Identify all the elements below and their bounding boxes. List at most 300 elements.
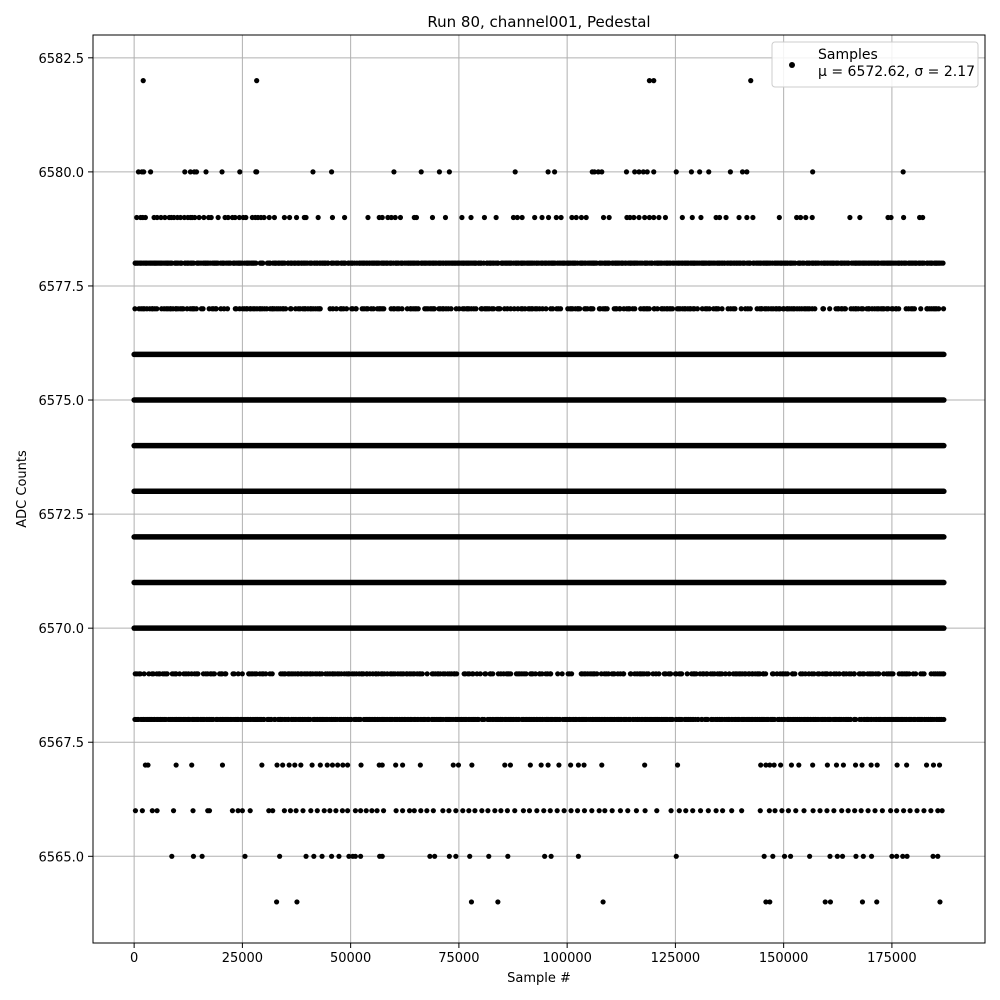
data-point	[843, 306, 848, 311]
legend	[772, 42, 978, 87]
data-point	[453, 808, 458, 813]
data-point	[283, 306, 288, 311]
data-point	[793, 808, 798, 813]
data-point	[194, 169, 199, 174]
data-point	[543, 306, 548, 311]
data-point	[888, 808, 893, 813]
data-point	[880, 808, 885, 813]
data-point	[219, 169, 224, 174]
x-tick-label: 75000	[438, 951, 480, 966]
data-point	[907, 808, 912, 813]
data-point	[597, 808, 602, 813]
data-point	[602, 808, 607, 813]
data-point	[861, 854, 866, 859]
data-point	[632, 306, 637, 311]
data-point	[569, 671, 574, 676]
data-point	[689, 169, 694, 174]
data-point	[600, 899, 605, 904]
data-point	[810, 215, 815, 220]
data-point	[869, 762, 874, 767]
data-point	[270, 671, 275, 676]
data-point	[546, 215, 551, 220]
data-point	[414, 215, 419, 220]
data-point	[698, 808, 703, 813]
x-tick-label: 150000	[758, 951, 809, 966]
data-point	[807, 854, 812, 859]
data-point	[521, 808, 526, 813]
data-point	[817, 808, 822, 813]
data-point	[668, 808, 673, 813]
data-point	[560, 671, 565, 676]
x-axis-label: Sample #	[507, 971, 571, 986]
data-point	[941, 671, 946, 676]
data-point	[485, 808, 490, 813]
data-point	[736, 215, 741, 220]
data-point	[748, 306, 753, 311]
data-point	[154, 808, 159, 813]
data-point	[642, 215, 647, 220]
data-point	[801, 808, 806, 813]
data-point	[248, 808, 253, 813]
data-point	[931, 762, 936, 767]
data-point	[839, 808, 844, 813]
data-point	[840, 854, 845, 859]
data-point	[293, 808, 298, 813]
data-point	[340, 762, 345, 767]
data-point	[469, 899, 474, 904]
y-tick-label: 6572.5	[38, 508, 84, 524]
data-point	[582, 808, 587, 813]
data-point	[651, 78, 656, 83]
data-point	[651, 169, 656, 174]
data-point	[921, 671, 926, 676]
data-point	[472, 808, 477, 813]
data-point	[380, 762, 385, 767]
data-point	[259, 762, 264, 767]
data-point	[624, 169, 629, 174]
data-point	[412, 808, 417, 813]
data-point	[490, 671, 495, 676]
data-point	[182, 169, 187, 174]
data-point	[430, 215, 435, 220]
data-point	[642, 808, 647, 813]
data-point	[542, 854, 547, 859]
data-point	[758, 762, 763, 767]
data-point	[937, 899, 942, 904]
data-point	[706, 808, 711, 813]
data-point	[407, 808, 412, 813]
data-point	[872, 808, 877, 813]
chart-title: Run 80, channel001, Pedestal	[427, 13, 651, 31]
data-point	[393, 215, 398, 220]
data-point	[890, 671, 895, 676]
y-tick-label: 6575.0	[38, 394, 84, 410]
data-point	[336, 854, 341, 859]
data-point	[552, 169, 557, 174]
data-point	[865, 808, 870, 813]
data-point	[758, 808, 763, 813]
data-point	[930, 854, 935, 859]
data-point	[859, 808, 864, 813]
data-point	[729, 808, 734, 813]
y-tick-label: 6565.0	[38, 850, 84, 866]
data-point	[770, 854, 775, 859]
data-point	[767, 808, 772, 813]
data-point	[446, 808, 451, 813]
data-point	[920, 215, 925, 220]
data-point	[492, 808, 497, 813]
data-point	[508, 671, 513, 676]
data-point	[150, 808, 155, 813]
data-point	[216, 215, 221, 220]
data-point	[318, 762, 323, 767]
data-point	[260, 261, 265, 266]
data-point	[675, 762, 680, 767]
data-point	[191, 854, 196, 859]
data-point	[744, 169, 749, 174]
data-point	[876, 671, 881, 676]
data-point	[315, 808, 320, 813]
data-point	[174, 762, 179, 767]
y-tick-label: 6582.5	[38, 51, 84, 67]
data-point	[469, 762, 474, 767]
data-point	[786, 808, 791, 813]
data-point	[141, 78, 146, 83]
data-point	[141, 169, 146, 174]
data-point	[523, 671, 528, 676]
data-point	[466, 808, 471, 813]
data-point	[431, 808, 436, 813]
data-point	[416, 306, 421, 311]
data-point	[852, 671, 857, 676]
data-point	[605, 306, 610, 311]
data-point	[345, 762, 350, 767]
data-point	[918, 306, 923, 311]
data-point	[394, 808, 399, 813]
data-point	[527, 808, 532, 813]
data-point	[381, 808, 386, 813]
data-point	[762, 854, 767, 859]
data-point	[792, 671, 797, 676]
data-point	[901, 215, 906, 220]
data-point	[634, 808, 639, 813]
data-point	[810, 169, 815, 174]
data-point	[381, 306, 386, 311]
data-point	[374, 808, 379, 813]
data-point	[607, 215, 612, 220]
data-point	[345, 808, 350, 813]
data-point	[399, 306, 404, 311]
data-point	[821, 306, 826, 311]
data-point	[277, 854, 282, 859]
data-point	[280, 762, 285, 767]
data-point	[913, 671, 918, 676]
data-point	[200, 306, 205, 311]
data-point	[333, 808, 338, 813]
data-point	[437, 169, 442, 174]
data-point	[342, 215, 347, 220]
y-tick-label: 6577.5	[38, 279, 84, 295]
data-point	[642, 762, 647, 767]
data-point	[579, 215, 584, 220]
data-point	[668, 671, 673, 676]
data-point	[420, 671, 425, 676]
data-point	[207, 808, 212, 813]
legend-marker	[789, 62, 795, 68]
data-point	[330, 762, 335, 767]
data-point	[554, 215, 559, 220]
data-point	[739, 808, 744, 813]
legend-entry-stats: μ = 6572.62, σ = 2.17	[818, 64, 976, 80]
data-point	[599, 169, 604, 174]
y-axis-label: ADC Counts	[15, 450, 30, 528]
data-point	[508, 762, 513, 767]
data-point	[451, 762, 456, 767]
data-point	[353, 808, 358, 813]
data-point	[788, 854, 793, 859]
data-point	[581, 762, 586, 767]
data-point	[195, 671, 200, 676]
data-point	[928, 808, 933, 813]
data-point	[318, 306, 323, 311]
data-point	[214, 306, 219, 311]
data-point	[940, 261, 945, 266]
data-point	[447, 854, 452, 859]
data-point	[133, 808, 138, 813]
data-point	[482, 215, 487, 220]
data-point	[577, 306, 582, 311]
data-point	[601, 215, 606, 220]
y-tick-label: 6570.0	[38, 622, 84, 638]
data-point	[631, 215, 636, 220]
data-point	[796, 762, 801, 767]
data-point	[292, 762, 297, 767]
data-point	[196, 215, 201, 220]
data-point	[810, 808, 815, 813]
data-point	[497, 306, 502, 311]
data-point	[825, 762, 830, 767]
data-point	[298, 762, 303, 767]
data-point	[647, 306, 652, 311]
data-point	[568, 762, 573, 767]
data-point	[545, 762, 550, 767]
data-point	[763, 671, 768, 676]
data-point	[364, 808, 369, 813]
data-point	[767, 899, 772, 904]
data-point	[145, 762, 150, 767]
data-point	[568, 808, 573, 813]
data-point	[143, 215, 148, 220]
data-point	[513, 169, 518, 174]
data-point	[618, 808, 623, 813]
data-point	[294, 899, 299, 904]
data-point	[468, 215, 473, 220]
data-point	[240, 808, 245, 813]
data-point	[674, 169, 679, 174]
data-point	[440, 808, 445, 813]
data-point	[358, 808, 363, 813]
data-point	[869, 854, 874, 859]
data-point	[515, 215, 520, 220]
data-point	[154, 306, 159, 311]
data-point	[303, 215, 308, 220]
data-point	[165, 671, 170, 676]
data-point	[335, 762, 340, 767]
data-point	[852, 808, 857, 813]
data-point	[789, 762, 794, 767]
data-point	[599, 762, 604, 767]
data-point	[294, 215, 299, 220]
data-point	[912, 306, 917, 311]
data-point	[562, 808, 567, 813]
data-point	[418, 808, 423, 813]
data-point	[914, 808, 919, 813]
data-point	[941, 717, 946, 722]
data-point	[828, 899, 833, 904]
data-point	[594, 671, 599, 676]
data-point	[495, 899, 500, 904]
data-point	[453, 854, 458, 859]
data-point	[223, 671, 228, 676]
y-tick-label: 6580.0	[38, 165, 84, 181]
data-point	[242, 854, 247, 859]
data-point	[171, 808, 176, 813]
x-tick-label: 125000	[650, 951, 701, 966]
data-point	[777, 215, 782, 220]
data-point	[486, 854, 491, 859]
x-tick-label: 50000	[329, 951, 372, 966]
data-point	[651, 215, 656, 220]
data-point	[590, 306, 595, 311]
data-point	[679, 671, 684, 676]
data-point	[827, 854, 832, 859]
data-point	[835, 854, 840, 859]
data-point	[875, 762, 880, 767]
data-point	[448, 306, 453, 311]
data-point	[274, 899, 279, 904]
data-point	[274, 762, 279, 767]
data-point	[142, 671, 147, 676]
data-point	[874, 899, 879, 904]
data-point	[853, 854, 858, 859]
data-point	[325, 762, 330, 767]
data-point	[645, 169, 650, 174]
data-point	[824, 808, 829, 813]
data-point	[303, 854, 308, 859]
data-point	[189, 762, 194, 767]
data-point	[654, 808, 659, 813]
data-point	[748, 78, 753, 83]
data-point	[545, 169, 550, 174]
data-point	[467, 854, 472, 859]
data-point	[329, 854, 334, 859]
data-point	[894, 854, 899, 859]
data-point	[940, 808, 945, 813]
data-point	[203, 169, 208, 174]
data-point	[714, 808, 719, 813]
data-point	[400, 762, 405, 767]
data-point	[391, 169, 396, 174]
data-point	[432, 854, 437, 859]
data-point	[456, 762, 461, 767]
data-point	[287, 762, 292, 767]
x-tick-label: 25000	[221, 951, 264, 966]
data-point	[209, 215, 214, 220]
data-point	[539, 215, 544, 220]
data-point	[311, 854, 316, 859]
data-point	[270, 808, 275, 813]
data-point	[555, 671, 560, 676]
data-point	[744, 215, 749, 220]
data-point	[494, 215, 499, 220]
data-point	[936, 306, 941, 311]
data-point	[288, 808, 293, 813]
data-point	[889, 854, 894, 859]
data-point	[287, 215, 292, 220]
data-point	[663, 215, 668, 220]
data-point	[243, 215, 248, 220]
x-tick-label: 0	[129, 951, 139, 966]
data-point	[460, 808, 465, 813]
data-point	[261, 215, 266, 220]
data-point	[419, 169, 424, 174]
data-point	[798, 215, 803, 220]
data-point	[254, 169, 259, 174]
data-point	[558, 306, 563, 311]
data-point	[621, 671, 626, 676]
data-point	[690, 215, 695, 220]
data-point	[894, 808, 899, 813]
data-point	[369, 808, 374, 813]
data-point	[941, 306, 946, 311]
data-point	[424, 808, 429, 813]
data-point	[327, 808, 332, 813]
data-point	[220, 762, 225, 767]
data-point	[528, 762, 533, 767]
data-point	[636, 215, 641, 220]
data-point	[354, 306, 359, 311]
data-point	[548, 671, 553, 676]
data-point	[541, 808, 546, 813]
data-point	[574, 215, 579, 220]
data-point	[683, 808, 688, 813]
data-point	[237, 169, 242, 174]
data-point	[558, 215, 563, 220]
data-point	[353, 854, 358, 859]
data-point	[459, 215, 464, 220]
data-point	[427, 854, 432, 859]
data-point	[717, 215, 722, 220]
data-point	[782, 854, 787, 859]
data-point	[502, 762, 507, 767]
data-point	[904, 762, 909, 767]
data-point	[473, 306, 478, 311]
data-point	[827, 306, 832, 311]
data-point	[230, 808, 235, 813]
data-point	[212, 671, 217, 676]
data-point	[894, 762, 899, 767]
data-point	[812, 306, 817, 311]
data-point	[888, 215, 893, 220]
data-point	[732, 306, 737, 311]
data-point	[400, 808, 405, 813]
data-point	[831, 808, 836, 813]
data-point	[505, 854, 510, 859]
data-point	[584, 215, 589, 220]
data-point	[380, 854, 385, 859]
data-point	[901, 808, 906, 813]
data-point	[556, 762, 561, 767]
